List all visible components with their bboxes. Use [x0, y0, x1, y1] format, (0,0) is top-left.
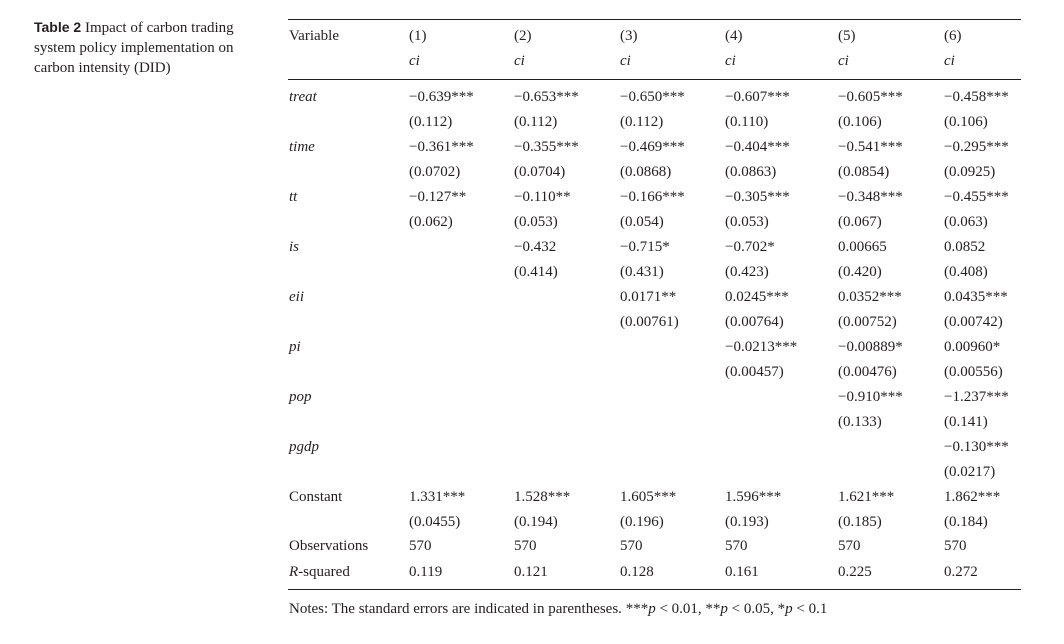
standard-error-cell: (0.063): [944, 214, 988, 230]
coefficient-cell: 0.0435***: [944, 289, 1008, 305]
column-dependent-variable: ci: [620, 53, 631, 69]
stat-label-text: Observations: [289, 538, 369, 554]
standard-error-cell: (0.0217): [944, 464, 996, 480]
standard-error-cell: (0.193): [725, 514, 769, 530]
standard-error-cell: (0.00764): [725, 314, 784, 330]
standard-error-cell: (0.414): [514, 264, 558, 280]
coefficient-cell: 0.0171**: [620, 289, 677, 305]
standard-error-cell: (0.194): [514, 514, 558, 530]
standard-error-cell: (0.423): [725, 264, 769, 280]
coefficient-cell: −0.127**: [409, 189, 467, 205]
coefficient-cell: −0.348***: [838, 189, 903, 205]
coefficient-cell: −0.607***: [725, 89, 790, 105]
coefficient-cell: 1.862***: [944, 489, 1001, 505]
table-caption: [34, 17, 234, 78]
standard-error-cell: (0.185): [838, 514, 882, 530]
notes-p3: p: [785, 601, 793, 617]
standard-error-cell: (0.00742): [944, 314, 1003, 330]
coefficient-cell: −0.404***: [725, 139, 790, 155]
standard-error-cell: (0.062): [409, 214, 453, 230]
stat-value-cell: 0.161: [725, 564, 759, 580]
column-number: (5): [838, 28, 856, 44]
stat-value-cell: 0.225: [838, 564, 872, 580]
standard-error-cell: (0.420): [838, 264, 882, 280]
standard-error-cell: (0.112): [409, 114, 453, 130]
standard-error-cell: (0.106): [944, 114, 988, 130]
notes-star1: *: [777, 601, 786, 617]
coefficient-cell: 0.0245***: [725, 289, 789, 305]
coefficient-cell: −0.650***: [620, 89, 685, 105]
standard-error-cell: (0.00476): [838, 364, 897, 380]
coefficient-cell: 0.0852: [944, 239, 986, 255]
stat-label-text: -squared: [298, 564, 350, 580]
stat-value-cell: 570: [944, 538, 967, 554]
coefficient-cell: −0.469***: [620, 139, 685, 155]
standard-error-cell: (0.110): [725, 114, 769, 130]
column-number: (2): [514, 28, 532, 44]
coefficient-cell: −0.130***: [944, 439, 1009, 455]
coefficient-cell: −0.305***: [725, 189, 790, 205]
standard-error-cell: (0.112): [514, 114, 558, 130]
column-number: (1): [409, 28, 427, 44]
column-dependent-variable: ci: [725, 53, 736, 69]
row-label-constant: Constant: [289, 489, 343, 505]
column-dependent-variable: ci: [944, 53, 955, 69]
row-label-eii: eii: [289, 289, 304, 305]
stat-value-cell: 570: [725, 538, 748, 554]
coefficient-cell: 1.621***: [838, 489, 895, 505]
coefficient-cell: −0.00889*: [838, 339, 903, 355]
standard-error-cell: (0.00761): [620, 314, 679, 330]
coefficient-cell: 0.00665: [838, 239, 887, 255]
notes-star2: **: [705, 601, 721, 617]
stat-value-cell: 0.121: [514, 564, 548, 580]
standard-error-cell: (0.053): [514, 214, 558, 230]
coefficient-cell: 1.605***: [620, 489, 677, 505]
coefficient-cell: −0.166***: [620, 189, 685, 205]
coefficient-cell: −0.455***: [944, 189, 1009, 205]
notes-p2: p: [720, 601, 728, 617]
coefficient-cell: −1.237***: [944, 389, 1009, 405]
standard-error-cell: (0.0702): [409, 164, 461, 180]
coefficient-cell: 1.331***: [409, 489, 466, 505]
column-dependent-variable: ci: [838, 53, 849, 69]
standard-error-cell: (0.196): [620, 514, 664, 530]
column-number: (6): [944, 28, 962, 44]
coefficient-cell: −0.295***: [944, 139, 1009, 155]
row-label-treat: treat: [289, 89, 317, 105]
stat-value-cell: 0.128: [620, 564, 654, 580]
standard-error-cell: (0.0704): [514, 164, 566, 180]
coefficient-cell: −0.432: [514, 239, 557, 255]
standard-error-cell: (0.0863): [725, 164, 777, 180]
standard-error-cell: (0.0854): [838, 164, 890, 180]
standard-error-cell: (0.00556): [944, 364, 1003, 380]
coefficient-cell: −0.110**: [514, 189, 571, 205]
standard-error-cell: (0.184): [944, 514, 988, 530]
row-label-is: is: [289, 239, 300, 255]
coefficient-cell: −0.910***: [838, 389, 903, 405]
column-dependent-variable: ci: [514, 53, 525, 69]
row-label-pgdp: pgdp: [289, 439, 319, 455]
standard-error-cell: (0.408): [944, 264, 988, 280]
stat-label: [289, 562, 350, 582]
table-top-rule: [288, 19, 1021, 20]
coefficient-cell: −0.653***: [514, 89, 579, 105]
coefficient-cell: −0.355***: [514, 139, 579, 155]
coefficient-cell: −0.715*: [620, 239, 670, 255]
notes-cond2: < 0.05,: [727, 601, 778, 617]
coefficient-cell: −0.605***: [838, 89, 903, 105]
coefficient-cell: −0.541***: [838, 139, 903, 155]
standard-error-cell: (0.112): [620, 114, 664, 130]
standard-error-cell: (0.0868): [620, 164, 672, 180]
coefficient-cell: 1.596***: [725, 489, 782, 505]
notes-p1: p: [648, 601, 656, 617]
coefficient-cell: −0.639***: [409, 89, 474, 105]
standard-error-cell: (0.106): [838, 114, 882, 130]
standard-error-cell: (0.00752): [838, 314, 897, 330]
stat-value-cell: 0.272: [944, 564, 978, 580]
standard-error-cell: (0.053): [725, 214, 769, 230]
stat-value-cell: 570: [409, 538, 432, 554]
coefficient-cell: −0.458***: [944, 89, 1009, 105]
standard-error-cell: (0.00457): [725, 364, 784, 380]
notes-lead: Notes: The standard errors are indicated in parentheses.: [289, 601, 626, 617]
standard-error-cell: (0.067): [838, 214, 882, 230]
standard-error-cell: (0.054): [620, 214, 664, 230]
table-header-rule: [288, 79, 1021, 80]
row-label-pi: pi: [289, 339, 301, 355]
stat-value-cell: 570: [838, 538, 861, 554]
row-label-tt: tt: [289, 189, 298, 205]
stat-label: [289, 536, 368, 556]
row-label-time: time: [289, 139, 315, 155]
column-dependent-variable: ci: [409, 53, 420, 69]
coefficient-cell: 0.0352***: [838, 289, 902, 305]
stat-label-italic: R: [289, 564, 299, 580]
stat-value-cell: 570: [514, 538, 537, 554]
table-label: Table 2: [34, 19, 82, 35]
header-variable: Variable: [289, 28, 339, 44]
standard-error-cell: (0.0455): [409, 514, 461, 530]
standard-error-cell: (0.141): [944, 414, 988, 430]
coefficient-cell: −0.361***: [409, 139, 474, 155]
table-bottom-rule: [288, 589, 1021, 590]
notes-cond3: < 0.1: [792, 601, 828, 617]
coefficient-cell: 0.00960*: [944, 339, 1001, 355]
coefficient-cell: −0.702*: [725, 239, 775, 255]
stat-value-cell: 570: [620, 538, 643, 554]
standard-error-cell: (0.431): [620, 264, 664, 280]
table-title: Impact of carbon trading system policy implementation on carbon intensity (DID): [34, 20, 234, 76]
standard-error-cell: (0.0925): [944, 164, 996, 180]
column-number: (3): [620, 28, 638, 44]
standard-error-cell: (0.133): [838, 414, 882, 430]
notes-cond1: < 0.01,: [655, 601, 706, 617]
coefficient-cell: −0.0213***: [725, 339, 798, 355]
notes-star3: ***: [625, 601, 649, 617]
row-label-pop: pop: [289, 389, 312, 405]
column-number: (4): [725, 28, 743, 44]
coefficient-cell: 1.528***: [514, 489, 571, 505]
stat-value-cell: 0.119: [409, 564, 443, 580]
table-notes: [289, 599, 827, 619]
